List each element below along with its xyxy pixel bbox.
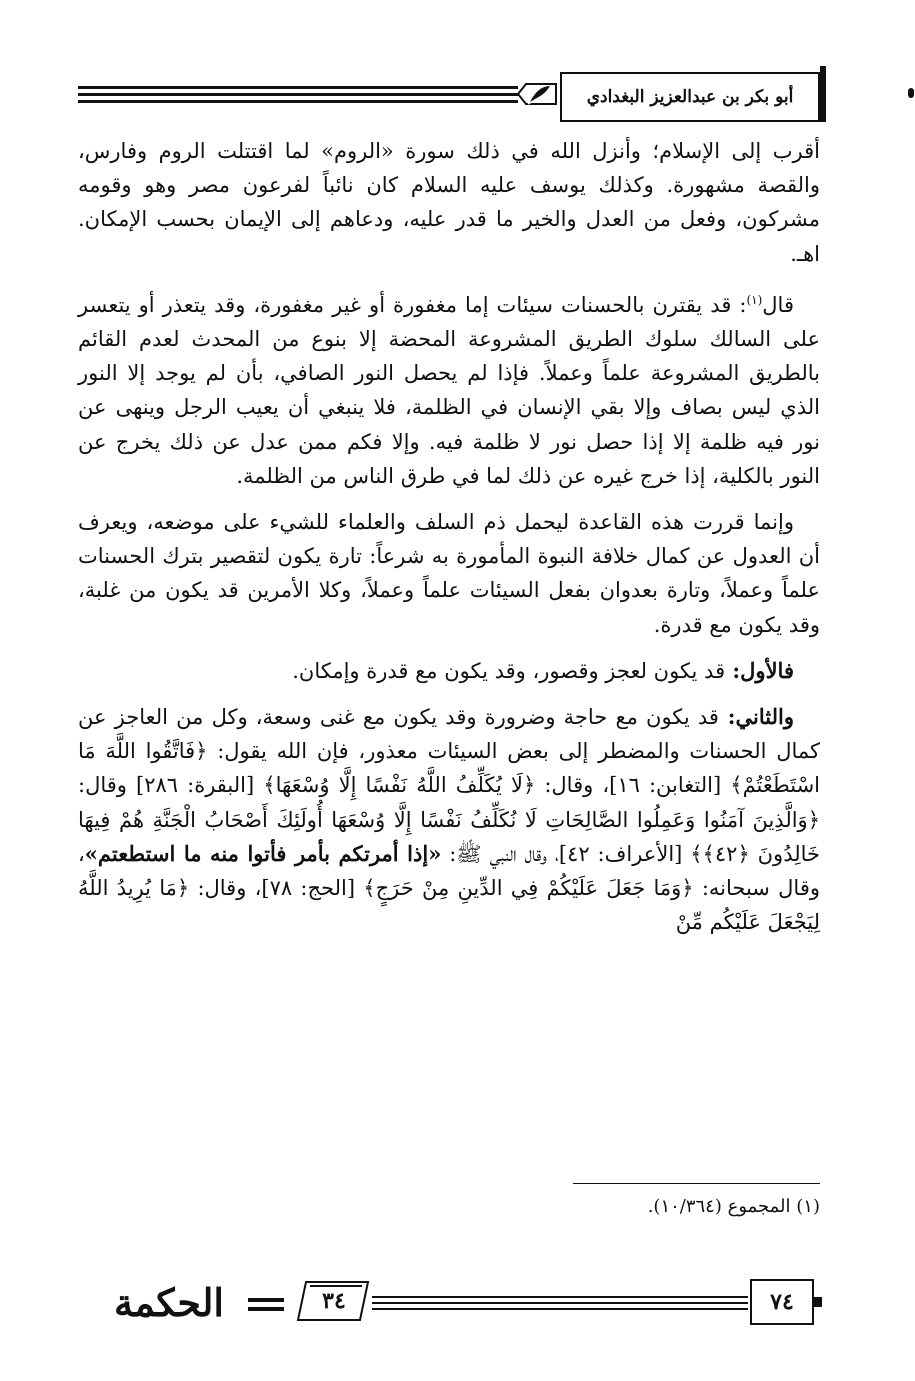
footnote-divider [573,1183,820,1184]
paragraph-4-body: قد يكون لعجز وقصور، وقد يكون مع قدرة وإمكان. [292,658,726,683]
hadith-quote: «إذا أمرتكم بأمر فأتوا منه ما استطعتم» [84,840,442,866]
paragraph-1: أقرب إلى الإسلام؛ وأنزل الله في ذلك سورة «الروم» لما اقتتلت الروم وفارس، والقصة مشهورة. وكذلك يوسف عليه السلام كان نائباً لفرعون مصر وهو وقومه مشركون، وفعل من العدل والخير ما قدر عليه، ودعاهم إلى الإيمان بحسب الإمكان. اهـ. [78,139,820,266]
paragraph-3: وإنما قررت هذه القاعدة ليحمل ذم السلف والعلماء للشيء على موضعه، ويعرف أن العدول عن كمال خلافة النبوة المأمورة به شرعاً: تارة يكون لتقصير بترك الحسنات علماً وعملاً، وتارة بعدوان بفعل السيئات علماً وعملاً، وكلا الأمرين قد يكون من غلبة، وقد يكون مع قدرة. [78,510,820,637]
issue-number: ٣٤ [322,1288,346,1314]
footnote-ref: (١) [746,292,763,307]
header-title: أبو بكر بن عبدالعزيز البغدادي [560,72,820,122]
paragraph-5-tail: ، وقال سبحانه: ﴿وَمَا جَعَلَ عَلَيْكُمْ فِي الدِّينِ مِنْ حَرَجٍ﴾ [الحج: ٧٨]، وقال: ﴿مَا يُرِيدُ اللَّهُ لِيَجْعَلَ عَلَيْكُم مِّنْ [78,841,820,935]
paragraph-5-lead: والثاني: [718,704,794,730]
paragraph-4-lead: فالأول: [725,657,794,683]
paragraph-2-colon: : [731,292,747,317]
edge-mark [908,88,914,98]
page-number: ٧٤ [750,1279,814,1325]
footnote: (١) المجموع (١٠/٣٦٤). [647,1196,820,1217]
paragraph-2-body: قد يقترن بالحسنات سيئات إما مغفورة أو غير مغفورة، وقد يتعذر أو يتعسر على السالك سلوك الطريق المشروعة المحضة إلا بنوع من المحدث لعدم القائم بالطريق المشروعة علماً وعملاً. فإذا لم يحصل النور الصافي، بأن لم يوجد إلا النور الذي ليس بصاف وإلا بقي الإنسان في الظلمة، فلا ينبغي أن يعيب الرجل وينهى عن نور فيه ظلمة إلا إذا حصل نور لا ظلمة فيه. وإلا فكم ممن عدل عن ذلك يخرج عن النور بالكلية، إذا خرج غيره عن ذلك لما في طرق الناس من الظلمة. [78,292,820,488]
paragraph-5 [78,700,820,939]
footer-rules [372,1296,748,1314]
paragraph-4 [78,654,820,688]
magazine-logo: الحكمة [114,1280,224,1325]
issue-badge [296,1276,372,1326]
paragraph-5-body: قد يكون مع حاجة وضرورة وقد يكون مع غنى وسعة، وكل من العاجز عن كمال الحسنات والمضطر إلى بعض السيئات معذور، فإن الله يقول: ﴿فَاتَّقُوا اللَّهَ مَا اسْتَطَعْتُمْ﴾ [التغابن: ١٦]، وقال: ﴿لَا يُكَلِّفُ اللَّهُ نَفْسًا إِلَّا وُسْعَهَا﴾ [البقرة: ٢٨٦] وقال: ﴿وَالَّذِينَ آمَنُوا وَعَمِلُوا الصَّالِحَاتِ لَا نُكَلِّفُ نَفْسًا إِلَّا وُسْعَهَا أُولَئِكَ أَصْحَابُ الْجَنَّةِ هُمْ فِيهَا خَالِدُونَ ﴿٤٢﴾﴾ [الأعراف: ٤٢]، وقال النبي ﷺ: [78,705,821,866]
body-text [78,134,820,951]
quill-emblem-icon [516,80,558,108]
paragraph-2 [78,283,820,493]
paragraph-2-lead: قال [762,292,794,317]
header-rules [78,86,518,106]
footer-separator [248,1298,284,1316]
